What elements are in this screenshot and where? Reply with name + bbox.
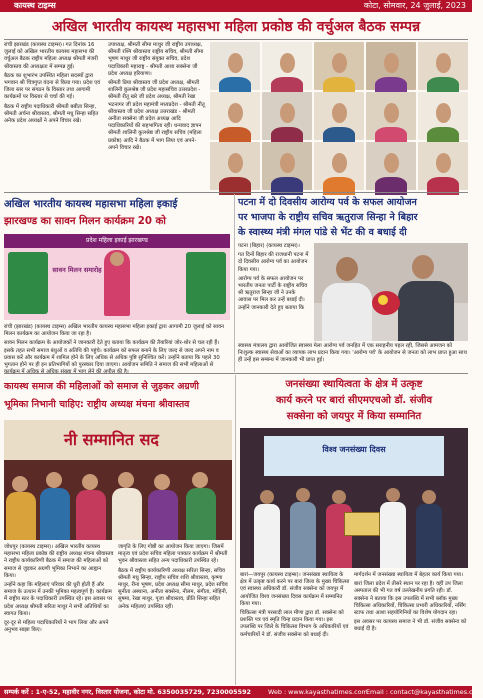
article2-body: रांची (झारखंड) (कायस्थ टाइम्स) अखिल भारतीय कायस्थ महासभा महिला इकाई द्वारा आगामी 20 जुलाई को सावन मिलन कार्यक्रम का आयोजन किया जा रहा है। सावन मिलन कार्यक्रम के आयोजकों ने जानकारी देते हुए बताया कि कार्यक्रम की तैयारियां जोर-शोर से चल रही हैं। इसके तहत सभी समाज बंधुओं व अतिथि की पहुंचे। कार्यक्रम को सफल बनाने के लिए जल्द से जल्द अपने नाम व प्रयास करें और कार्यक्रम में शामिल होने के लिए अधिक से अधिक पुष्टि सुनिश्चित करें। उन्होंने बताया कि पहले 30 भुगतान होने पर ही इन प्रतिभागियों को पुरस्कार दिया जाएगा। आयोजन समिति ने समाज की सभी महिलाओं से <box>4 324 224 369</box>
participant-photo <box>262 92 312 140</box>
participant-photo <box>366 42 416 90</box>
article3-headline-line1: पटना में दो दिवसीय आरोग्य पर्व के सफल आयोजन <box>238 197 417 208</box>
participant-photo <box>366 142 416 190</box>
participant-photo <box>314 42 364 90</box>
participant-photo <box>262 142 312 190</box>
article1-column-2: उपाध्यक्ष, श्रीमती सीमा माथुर जी राष्ट्रीय उपाध्यक्ष, श्रीमती रश्मि श्रीवास्तव राष्ट्रीय सचिव, श्रीमती सीमा भूषण माथुर जी राष्ट्रीय संयुक्त सचिव, प्रदेश पदाधिकारी महाराष्ट्र - श्रीमती आशा सक्सेना जी प्रदेश अध्यक्ष हरियाणा। श्रीमती प्रिया श्रीवास्तव जी प्रदेश अध्यक्ष, श्रीमती शालिनी कुलश्रेष्ठ जी प्रदेश महासचिव उत्तरप्रदेश - श्रीमती रीतू खरे जी प्रदेश अध्यक्ष, श्रीमती रेखा भटनागर जी प्रदेश महामंत्री मध्यप्रदेश - श्रीमती नीतू श्रीवास्तव जी प्रदेश अध्यक्ष उत्तराखंड - श्रीमती अनीता सक्सेना जी प्रदेश अध्यक्ष आदि पदाधिकारियों की सहभागिता रही। धन्यवाद ज्ञापन श्रीमती शालिनी कुलश्रेष्ठ जी राष्ट्रीय सचिव (महिला प्रकोष्ठ) आदि ने बैठक में भाग लिया एवं अपने-अपने विचार रखे। <box>108 42 205 151</box>
footer-email[interactable]: Email : contact@kayasthatimes.com <box>366 688 483 696</box>
stage-banner <box>264 436 444 476</box>
article5-column-1: बारां—जयपुर (कायस्थ टाइम्स)। जनसंख्या स्थायित्व के क्षेत्र में उत्कृष्ट कार्य करने पर बारां जिला के मुख्य चिकित्सा एवं स्वास्थ्य अधिकारी डॉ. संजीव सक्सेना को जयपुर में आयोजित विश्व जनसंख्या दिवस कार्यक्रम में सम्मानित किया गया। चिकित्सा मंत्री परसादी लाल मीणा द्वारा डॉ. सक्सेना को प्रशस्ति पत्र एवं स्मृति चिन्ह प्रदान किया गया। इस उपलब्धि पर जिले के चिकित्सा विभाग के अधिकारियों एवं कर्मचारियों ने डॉ. संजीव सक्सेना को बधाई दी। <box>240 572 350 638</box>
article4-headline-line1: कायस्थ समाज की महिलाओं को समाज से जुड़कर अग्रणी <box>4 381 199 392</box>
participant-photo <box>314 92 364 140</box>
article1-column-1: रांची झारखंड (कायस्थ टाइम्स)। गत दिनांक 16 जुलाई को अखिल भारतीय कायस्थ महासभा की वर्चुअल बैठक राष्ट्रीय महिला अध्यक्ष श्रीमती मंजरी श्रीवास्तव की अध्यक्षता में सम्पन्न हुई। बैठक का शुभारंभ उपस्थित महिला सदस्यों द्वारा भगवान श्री चित्रगुप्त वंदना से किया गया। प्रदेश एवं जिला स्तर पर संगठन के विस्तार तथा आगामी कार्यक्रमों पर विस्तार से चर्चा की गई। बैठक में राष्ट्रीय पदाधिकारी श्रीमती बबीता सिन्हा, श्रीमती अर्चना श्रीवास्तव, श्रीमती मधु सिन्हा सहित अनेक प्रदेश अध्यक्षों ने अपने विचार रखे। <box>4 42 101 125</box>
article5-column-2: मार्गदर्शन में जनसंख्या स्थायित्व में बेहतर कार्य किया गया। बारां जिला प्रदेश में तीसरे स्थान पर रहा है। वहीं उप जिला अस्पताल की भी गत वर्ष उल्लेखनीय प्रगति रही। डॉ. सक्सेना ने बताया कि इस उपलब्धि में सभी ब्लॉक मुख्य चिकित्सा अधिकारियों, चिकित्सा प्रभारी अधिकारियों, नर्सिंग स्टाफ तथा आशा सहयोगिनियों का विशेष योगदान रहा। इस अवसर पर कायस्थ समाज ने भी डॉ. संजीव सक्सेना को बधाई दी है। <box>354 572 467 633</box>
award-certificate <box>344 512 380 536</box>
footer-website[interactable]: Web : www.kayasthatimes.com <box>268 688 368 696</box>
article3-column: पटना (बिहार) (कायस्थ टाइम्स)। गत दिनों बिहार की राजधानी पटना में दो दिवसीय आरोग्य पर्व का आयोजन किया गया। आरोग्य पर्व के सफल आयोजन पर भारतीय जनता पार्टी के राष्ट्रीय सचिव श्री ऋतुराज सिन्हा जी ने उनके आवास पर मिल कर उन्हें बधाई दी। उन्होंने जानकारी देते हुए बताया कि <box>238 243 309 311</box>
participant-photo <box>210 42 260 90</box>
poster-leaf-left <box>8 252 48 314</box>
article2-headline-line1: अखिल भारतीय कायस्थ महासभा महिला इकाई <box>4 199 178 210</box>
poster-leaf-right <box>186 252 226 314</box>
article4-column-2: जागृति के लिए गोष्ठी का आयोजन किया जाएगा। जिसमें मातृत्व एवं प्रदेश सचिव महिला पत्रकार कार्यक्रम में श्रीमती भुवन श्रीवास्तव सहित अन्य पदाधिकारी उपस्थित रहे। बैठक में राष्ट्रीय कार्यकारिणी अध्यक्ष सरिता सिन्हा, सचिव श्रीमती मधु सिन्हा, राष्ट्रीय सचिव शशि श्रीवास्तव, कृष्णा माथुर, रीना भूषण, प्रदेश अध्यक्ष सीमा माथुर, प्रदेश सचिव सुनीता अस्थाना, अनीता सक्सेना, नीलम, संगीता, मोहिनी, सुषमा, रेखा माथुर, पूजा श्रीवास्तव, प्रीति सिन्हा सहित अनेक महिलाएं उपस्थित रहीं। <box>118 544 228 610</box>
date-line: कोटा, सोमवार, 24 जुलाई, 2023 <box>363 1 466 10</box>
participant-photo <box>314 142 364 190</box>
participant-photo <box>210 92 260 140</box>
article5-headline-line1: जनसंख्या स्थायित्वता के क्षेत्र में उत्कृष्ट <box>285 379 423 390</box>
participant-photo <box>418 142 468 190</box>
article5-headline-line2: कार्य करने पर बारां सीएमएचओ डॉ. संजीव <box>275 395 433 406</box>
poster-title: सावन मिलन समारोह <box>52 266 102 274</box>
article3-headline-line3: के स्वास्थ्य मंत्री मंगल पांडे से भेंट की व बधाई दी <box>238 227 407 238</box>
article4-headline-line2: भूमिका निभानी चाहिए: राष्ट्रीय अध्यक्ष मंचना श्रीवास्तव <box>4 399 190 410</box>
article3-headline-line2: पर भाजपा के राष्ट्रीय सचिव ऋतुराज सिन्हा ने बिहार <box>238 212 418 223</box>
participant-photo <box>210 142 260 190</box>
person-white-kurta <box>322 283 372 341</box>
video-call-photo-grid <box>210 42 468 190</box>
masthead-title: कायस्थ टाइम्स <box>14 1 56 10</box>
column-divider <box>234 194 235 372</box>
article5-headline-line3: सक्सेना को जयपुर में किया सम्मानित <box>286 411 422 422</box>
footer-bar <box>0 686 483 698</box>
divider <box>4 373 468 374</box>
participant-photo <box>262 42 312 90</box>
award-ceremony-photo: विश्व जनसंख्या दिवस <box>240 428 468 568</box>
footer-contact: सम्पर्क करें : 1-ए-52, महावीर नगर, विस्तार योजना, कोटा मो. 6350035729, 7230005592 <box>4 688 251 696</box>
participant-photo <box>366 92 416 140</box>
poster-subtitle: प्रदेश महिला इकाई झारखण्ड <box>86 237 148 244</box>
divider <box>4 192 468 193</box>
article3-body-full: स्वास्थ्य मंत्रालय द्वारा आयोजित स्वास्थ्य मेला आरोग्य पर्व जनहित में एक सराहनीय पहल रही, जिससे आमजन को निःशुल्क स्वास्थ्य सेवाओं का व्यापक लाभ प्रदान किया गया। 'आरोग्य पर्व' के आयोजन से जनता को लाभ प्राप्त हुआ साथ ही उन्हें इस सम्बन्ध में जानकारी भी प्राप्त हुई। <box>238 343 467 364</box>
person-dark-jacket <box>398 281 454 341</box>
participant-photo <box>418 92 468 140</box>
participant-photo <box>418 42 468 90</box>
column-divider <box>235 375 236 685</box>
minister-meeting-photo <box>314 243 468 341</box>
sawan-milan-poster <box>4 234 230 320</box>
women-group-photo: नी सम्मानित सद <box>4 420 232 540</box>
article2-headline-line2: झारखण्ड का सावन मिलन कार्यक्रम 20 को <box>4 216 166 227</box>
divider <box>4 39 468 40</box>
masthead-bar <box>0 0 472 12</box>
article4-column-1: जोधपुर (कायस्थ टाइम्स)। अखिल भारतीय कायस्थ महासभा महिला प्रकोष्ठ की राष्ट्रीय अध्यक्ष मंचना श्रीवास्तव ने राष्ट्रीय कार्यकारिणी बैठक में समाज की महिलाओं को समाज से जुड़कर अग्रणी भूमिका निभाने का आह्वान किया। उन्होंने कहा कि महिलाएं परिवार की धुरी होती हैं और समाज के उत्थान में उनकी भूमिका महत्वपूर्ण है। कार्यक्रम में राष्ट्रीय स्तर के पदाधिकारी उपस्थित रहे। इस अवसर पर प्रदेश अध्यक्ष श्रीमती सरिता माथुर ने सभी अतिथियों का स्वागत किया। दूर-दूर से महिला पदाधिकारियों ने भाग लिया और अपने अनुभव साझा किए। <box>4 544 114 634</box>
article1-headline: अखिल भारतीय कायस्थ महासभा महिला प्रकोष्ठ की वर्चुअल बैठक सम्पन्न <box>51 19 421 35</box>
